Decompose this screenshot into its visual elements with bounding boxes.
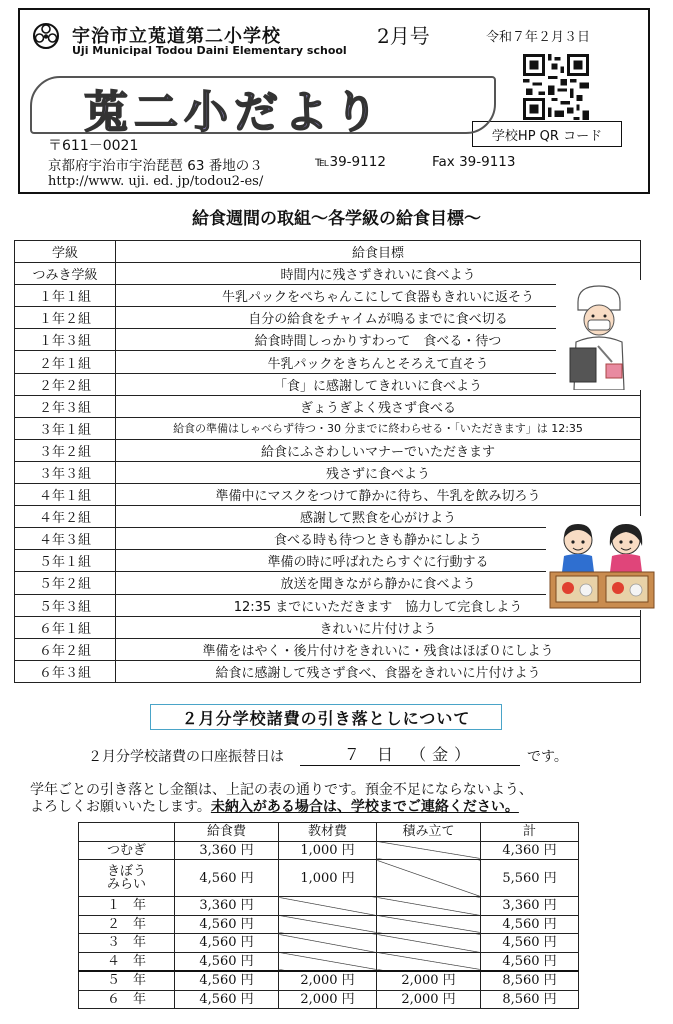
fees-header-savings: 積み立て [377,823,481,842]
lunch-goal-cell: 食べる時も待つときも静かにしよう [116,528,641,550]
lunch-goal-cell: 牛乳パックをきちんとそろえて直そう [116,351,641,373]
fees-note-contact-notice: 未納入がある場合は、学校までご連絡ください。 [210,799,519,815]
debit-date-value: ７ 日 （金） [300,742,520,766]
lunch-goal-cell: 準備中にマスクをつけて静かに待ち、牛乳を飲み切ろう [116,484,641,506]
materials-fee-cell [279,897,377,916]
class-name-cell: ５年３組 [15,594,116,616]
fees-row [79,990,579,1009]
class-name-cell: ２年１組 [15,351,116,373]
materials-fee-cell: 1,000 円 [279,841,377,860]
grade-cell [79,860,175,897]
fees-header-blank [79,823,175,842]
savings-fee-cell: 2,000 円 [377,971,481,990]
class-name-cell: つみき学級 [15,263,116,285]
table-row [15,616,641,638]
grade-name-line: きぼう [106,864,146,879]
total-fee-cell: 8,560 円 [481,971,579,990]
lunch-fee-cell: 4,560 円 [175,934,279,953]
total-fee-cell: 4,560 円 [481,915,579,934]
postal-code: 〒611－0021 [48,138,139,154]
lunch-goal-cell: 準備をはやく・後片付けをきれいに・残食はほぼ０にしよう [116,638,641,660]
class-name-cell: ３年３組 [15,461,116,483]
savings-fee-cell [377,934,481,953]
qr-code-label: 学校HP QR コード [472,121,622,147]
school-fees-table [78,822,579,1009]
school-address: 京都府宇治市宇治琵琶 63 番地の３ [48,158,263,174]
column-header-class: 学級 [15,241,116,263]
table-row [15,660,641,682]
fees-note-request: よろしくお願いいたします。 [30,799,211,815]
materials-fee-cell: 2,000 円 [279,990,377,1009]
fees-header-row [79,823,579,842]
lunch-fee-cell: 4,560 円 [175,971,279,990]
qr-code-icon[interactable] [523,54,589,120]
grade-name-line: みらい [106,877,146,892]
lunch-fee-cell: 3,360 円 [175,897,279,916]
table-row [15,484,641,506]
total-fee-cell: 4,560 円 [481,952,579,971]
lunch-goal-cell: 自分の給食をチャイムが鳴るまでに食べ切る [116,307,641,329]
total-fee-cell: 3,360 円 [481,897,579,916]
savings-fee-cell: 2,000 円 [377,990,481,1009]
fees-row [79,915,579,934]
class-name-cell: ４年３組 [15,528,116,550]
savings-fee-cell [377,860,481,897]
phone-number: ℡39-9112 [315,154,386,170]
table-header-row [15,241,641,263]
debit-date-suffix: です。 [527,749,568,765]
school-emblem-icon [32,22,60,50]
column-header-goal: 給食目標 [116,241,641,263]
class-name-cell: １年１組 [15,285,116,307]
lunch-fee-cell: 3,360 円 [175,841,279,860]
fax-number: Fax 39-9113 [432,154,516,170]
table-row [15,439,641,461]
school-website-link[interactable]: http://www. uji. ed. jp/todou2-es/ [48,174,264,189]
table-row [15,373,641,395]
lunch-goals-heading: 給食週間の取組～各学級の給食目標～ [192,209,481,229]
class-name-cell: １年３組 [15,329,116,351]
issue-number: 2月号 [377,24,430,48]
school-fees-heading: ２月分学校諸費の引き落としについて [150,704,502,730]
class-name-cell: ４年１組 [15,484,116,506]
lunch-fee-cell: 4,560 円 [175,952,279,971]
lunch-fee-cell: 4,560 円 [175,860,279,897]
grade-cell: つむぎ [79,841,175,860]
class-name-cell: １年２組 [15,307,116,329]
class-name-cell: ３年２組 [15,439,116,461]
total-fee-cell: 4,360 円 [481,841,579,860]
lunch-goal-cell: 「食」に感謝してきれいに食べよう [116,373,641,395]
lunch-goal-cell: 準備の時に呼ばれたらすぐに行動する [116,550,641,572]
class-name-cell: ３年１組 [15,417,116,439]
lunch-goal-cell: 12:35 までにいただきます 協力して完食しよう [116,594,641,616]
fees-row [79,971,579,990]
grade-cell: ２ 年 [79,915,175,934]
class-name-cell: ２年３組 [15,395,116,417]
class-name-cell: ６年３組 [15,660,116,682]
fees-header-materials: 教材費 [279,823,377,842]
fees-row [79,897,579,916]
class-name-cell: ６年２組 [15,638,116,660]
materials-fee-cell: 2,000 円 [279,971,377,990]
students-eating-illustration-icon [546,516,658,610]
class-name-cell: ４年２組 [15,506,116,528]
savings-fee-cell [377,915,481,934]
fees-header-total: 計 [481,823,579,842]
lunch-fee-cell: 4,560 円 [175,915,279,934]
lunch-fee-cell: 4,560 円 [175,990,279,1009]
lunch-goal-cell: きれいに片付けよう [116,616,641,638]
table-row [15,417,641,439]
grade-cell: ６ 年 [79,990,175,1009]
class-name-cell: ６年１組 [15,616,116,638]
lunch-goal-cell: 時間内に残さずきれいに食べよう [116,263,641,285]
savings-fee-cell [377,952,481,971]
total-fee-cell: 5,560 円 [481,860,579,897]
lunch-server-illustration-icon [556,280,642,390]
class-name-cell: ５年２組 [15,572,116,594]
grade-cell: ４ 年 [79,952,175,971]
table-row [15,307,641,329]
table-row [15,395,641,417]
fees-row [79,860,579,897]
total-fee-cell: 4,560 円 [481,934,579,953]
issue-date: 令和７年２月３日 [486,30,591,45]
savings-fee-cell [377,841,481,860]
total-fee-cell: 8,560 円 [481,990,579,1009]
lunch-goals-table [14,240,641,683]
table-row [15,461,641,483]
table-row [15,285,641,307]
fees-note-line-1: 学年ごとの引き落とし金額は、上記の表の通りです。預金不足にならないよう、 [30,782,533,798]
lunch-goal-cell: 牛乳パックをぺちゃんこにして食器もきれいに返そう [116,285,641,307]
fees-header-lunch: 給食費 [175,823,279,842]
debit-date-prefix: ２月分学校諸費の口座振替日は [88,749,284,765]
table-row [15,263,641,285]
fees-row [79,841,579,860]
lunch-goal-cell: 給食に感謝して残さず食べ、食器をきれいに片付けよう [116,660,641,682]
lunch-goal-cell: ぎょうぎよく残さず食べる [116,395,641,417]
lunch-goal-cell: 放送を聞きながら静かに食べよう [116,572,641,594]
materials-fee-cell: 1,000 円 [279,860,377,897]
lunch-goal-cell: 感謝して黙食を心がけよう [116,506,641,528]
table-row [15,638,641,660]
lunch-goal-cell: 残さずに食べよう [116,461,641,483]
school-name-en: Uji Municipal Todou Daini Elementary school [72,44,347,57]
newsletter-title: 莵二小だより [84,87,384,138]
materials-fee-cell [279,934,377,953]
grade-cell: ５ 年 [79,971,175,990]
table-row [15,351,641,373]
school-name-jp: 宇治市立莵道第二小学校 [72,26,281,47]
lunch-goal-cell: 給食にふさわしいマナーでいただきます [116,439,641,461]
savings-fee-cell [377,897,481,916]
fees-note-line-2 [30,796,519,816]
materials-fee-cell [279,915,377,934]
fees-row [79,934,579,953]
lunch-goal-cell: 給食時間しっかりすわって 食べる・待つ [116,329,641,351]
class-name-cell: ５年１組 [15,550,116,572]
grade-cell: ３ 年 [79,934,175,953]
class-name-cell: ２年２組 [15,373,116,395]
materials-fee-cell [279,952,377,971]
lunch-goal-cell: 給食の準備はしゃべらず待つ・30 分までに終わらせる・「いただきます」は 12:35 [116,417,641,439]
table-row [15,329,641,351]
grade-cell: １ 年 [79,897,175,916]
fees-row [79,952,579,971]
